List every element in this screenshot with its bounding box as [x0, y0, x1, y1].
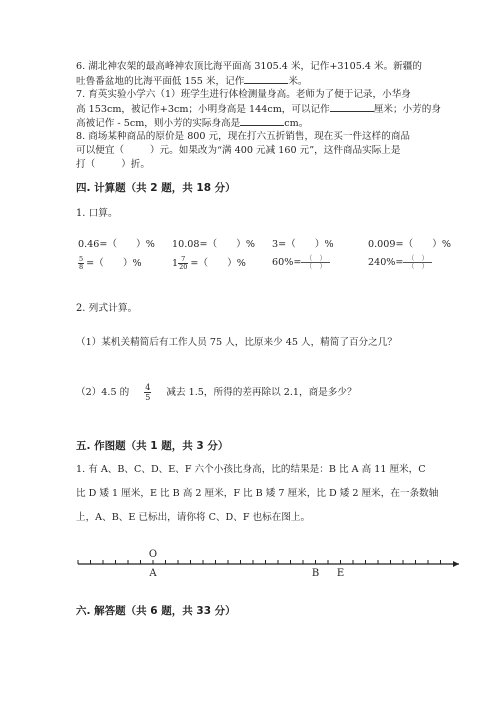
drawing-question-line: 1. 有 A、B、C、D、E、F 六个小孩比身高，比的结果是：B 比 A 高 11 厘米，C — [76, 464, 426, 475]
calc-item: 0.46=（ ）% — [78, 239, 155, 250]
q7-line3-text: 高被记作 - 5cm，则小芳的实际身高是 — [76, 118, 241, 129]
blank-fraction[interactable]: $\frac{( )}{( )}$ — [403, 255, 432, 270]
origin-label: O — [148, 549, 158, 560]
point-label: B — [311, 568, 320, 579]
section-title-calc: 四. 计算题（共 2 题，共 18 分） — [76, 182, 236, 194]
q8-line3-tail: ）折。 — [121, 159, 150, 170]
q7-line2-tail: 厘米；小芳的身 — [373, 104, 441, 115]
calc-item: 10.08=（ ）% — [172, 239, 255, 250]
drawing-question-line: 上，A、B、E 已标出，请你将 C、D、F 也标在图上。 — [76, 512, 311, 523]
q7-line1: 7. 育英实验小学六（1）班学生进行体检测量身高。老师为了便于记录，小华身 — [76, 89, 411, 100]
q7-line3-unit: cm。 — [284, 118, 309, 129]
q6-line2-text: 吐鲁番盆地的比海平面低 155 米，记作 — [76, 76, 245, 87]
axis-arrow — [453, 561, 459, 567]
drawing-question-line: 比 D 矮 1 厘米，E 比 B 高 2 厘米，F 比 B 矮 7 厘米，比 D 矮 2 厘米，在一条数轴 — [76, 488, 439, 499]
blank-fraction[interactable]: $\frac{( )}{( )}$ — [301, 255, 330, 270]
calc-item-percent-to-fraction: 240%= $\frac{( )}{( )}$ — [368, 255, 432, 270]
section-title-drawing: 五. 作图题（共 1 题，共 3 分） — [76, 440, 229, 452]
point-label: E — [336, 568, 345, 579]
calc-item-percent-to-fraction: 60%= $\frac{( )}{( )}$ — [272, 255, 330, 270]
section-title-solution: 六. 解答题（共 6 题，共 33 分） — [76, 605, 236, 617]
q8-line2-text: 可以便宜（ — [76, 145, 124, 156]
q8-line1: 8. 商场某种商品的原价是 800 元，现在打六五折销售，现在买一件这样的商品 — [76, 131, 411, 142]
q8-line2-tail: ）元。如果改为“满 400 元减 160 元”，这件商品实际上是 — [149, 145, 401, 156]
calc-item: 0.009=（ ）% — [368, 239, 451, 250]
q8-line3-text: 打（ — [76, 159, 96, 170]
problem-text: 减去 1.5，所得的差再除以 2.1，商是多少？ — [166, 387, 357, 398]
q7-line2-text: 高 153cm，被记作+3cm；小明身高是 144cm，可以记作 — [76, 104, 330, 115]
point-label: A — [149, 568, 157, 579]
problem-text: （2）4.5 的 — [76, 387, 130, 398]
word-problem-1: （1）某机关精简后有工作人员 75 人，比原来少 45 人，精简了百分之几？ — [76, 337, 397, 348]
subquestion-expression: 2. 列式计算。 — [76, 303, 138, 314]
fraction: $\frac{5}{8}$ — [79, 255, 84, 271]
subquestion-oral: 1. 口算。 — [76, 208, 118, 219]
calc-item-fraction: $\frac{5}{8}$ =（ ）% — [79, 255, 142, 271]
q6-line2-unit: 米。 — [288, 76, 308, 87]
q6-line1: 6. 湖北神农架的最高峰神农顶比海平面高 3105.4 米，记作+3105.4 米。新疆的 — [76, 61, 422, 72]
calc-item: 3=（ ）% — [272, 239, 334, 250]
fraction: $\frac{7}{20}$ — [179, 255, 188, 271]
calc-item-mixed-fraction: 1 $\frac{7}{20}$ =（ ）% — [172, 255, 246, 271]
fraction: $\frac{4}{5}$ — [145, 383, 151, 402]
